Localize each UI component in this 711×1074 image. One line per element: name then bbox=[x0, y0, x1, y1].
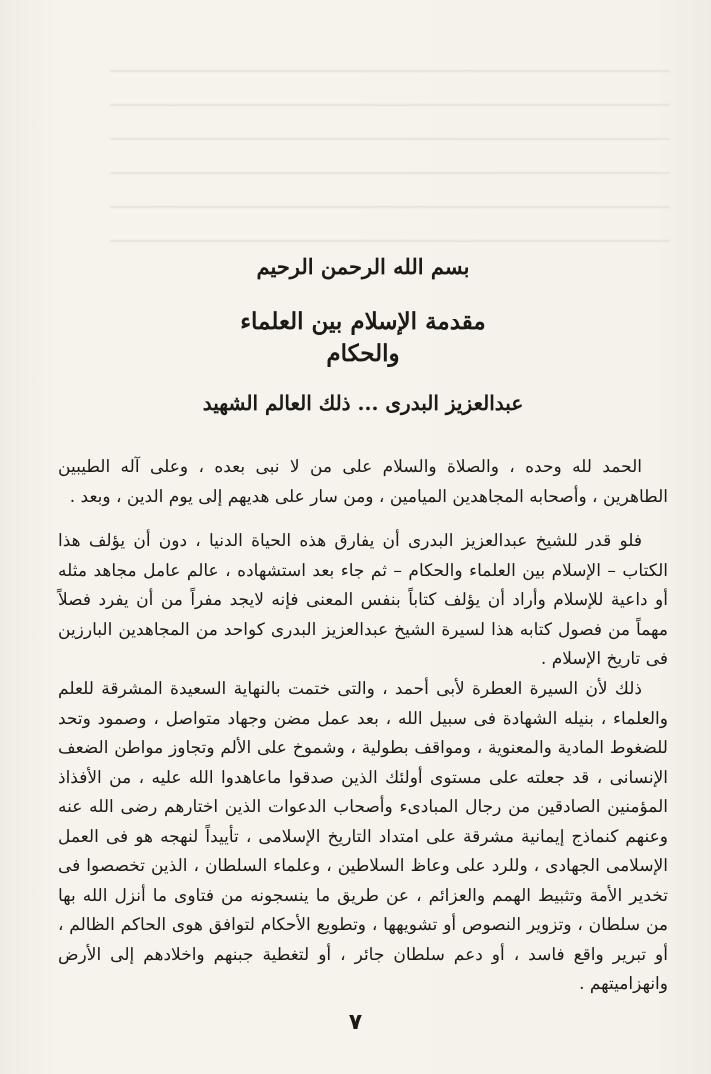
page-number: ٧ bbox=[348, 1010, 363, 1035]
chapter-title-line-1: مقدمة الإسلام بين العلماء bbox=[240, 308, 486, 335]
chapter-subtitle: عبدالعزيز البدرى ... ذلك العالم الشهيد bbox=[202, 391, 524, 415]
chapter-title bbox=[52, 306, 674, 370]
basmala-heading: بسم الله الرحمن الرحيم bbox=[256, 254, 470, 279]
paragraph-2: فلو قدر للشيخ عبدالعزيز البدرى أن يفارق هذه الحياة الدنيا ، دون أن يؤلف هذا الكتاب – الإسلام بين العلماء والحكام – ثم جاء بعد استشهاده ، عالم عامل مجاهد مثله أو داعية للإسلام وأراد أن يؤلف كتاباً بنفس المعنى فإنه لايجد مفراً من أن يفرد فصلاً مهماً من فصول كتابه هذا لسيرة الشيخ عبدالعزيز البدرى كواحد من المجاهدين البارزين فى تاريخ الإسلام . bbox=[58, 531, 668, 669]
chapter-title-line-2: والحكام bbox=[326, 340, 400, 367]
paragraph-3: ذلك لأن السيرة العطرة لأبى أحمد ، والتى ختمت بالنهاية السعيدة المشرقة للعلم والعلماء ، بنيله الشهادة فى سبيل الله ، بعد عمل مضن وجهاد متواصل ، وصمود وتحد للضغوط المادية والمعنوية ، ومواقف بطولية ، وشموخ على الألم وتجاوز مواطن الضعف الإنسانى ، قد جعلته على مستوى أولئك الذين صدقوا ماعاهدوا الله عليه ، من الأفذاذ المؤمنين الصادقين من رجال المبادىء وأصحاب الدعوات الذين اختارهم رضى الله عنه وعنهم كنماذج إيمانية مشرقة على امتداد التاريخ الإسلامى ، تأييداً لنهجه هو فى العمل الإسلامى الجهادى ، وللرد على وعاظ السلاطين ، وعلماء السلطان ، الذين تخصصوا فى تخدير الأمة وتثبيط الهمم والعزائم ، عن طريق ما ينسجونه من فتاوى ما أنزل الله بها من سلطان ، وتزوير النصوص أو تشويهها ، وتطويع الأحكام لتوافق هوى الحاكم الظالم ، أو تبرير واقع فاسد ، أو دعم سلطان جائر ، أو لتغطية جبنهم واخلادهم إلى الأرض وانهزاميتهم . bbox=[58, 679, 668, 994]
paragraph-1: الحمد لله وحده ، والصلاة والسلام على من لا نبى بعده ، وعلى آله الطيبين الطاهرين ، وأصحابه المجاهدين الميامين ، ومن سار على هديهم إلى يوم الدين ، وبعد . bbox=[58, 457, 668, 507]
